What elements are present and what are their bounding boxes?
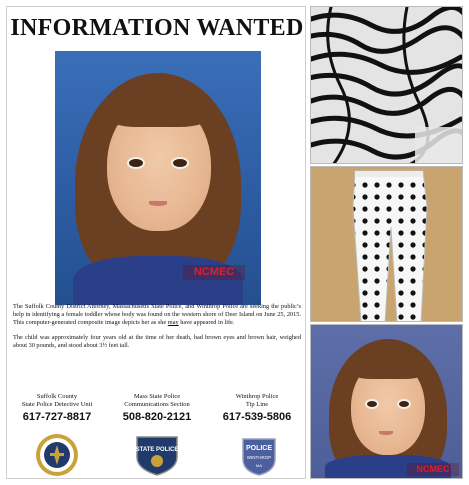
description-paragraph-2: The child was approximately four years old at the time of her death, had brown eyes and brown hair, weighed about 30 pounds, and stood about 3½ feet tall. (13, 333, 301, 349)
phone-number: 617-539-5806 (222, 411, 292, 423)
thumbnail-ncmec-badge: NCMEC (407, 463, 459, 476)
zebra-print-blanket-photo (310, 6, 463, 164)
composite-portrait (55, 51, 261, 305)
portrait-bangs (103, 85, 213, 127)
contact-winthrop: Winthrop Police Tip Line 617-539-5806 (207, 393, 307, 423)
leggings-icon (311, 167, 463, 322)
phone-number: 508-820-2121 (122, 411, 192, 423)
winthrop-seal-subtext: WINTHROP (246, 455, 272, 460)
information-wanted-poster (6, 6, 306, 479)
ncmec-badge: NCMEC (183, 265, 245, 280)
composite-portrait-thumbnail (310, 324, 463, 479)
portrait-mouth (149, 201, 167, 206)
contact-mass-state-police: Mass State Police Communications Section 508-820-2121 (107, 393, 207, 423)
phone-number: 617-727-8817 (22, 411, 92, 423)
winthrop-seal-state: MA (256, 463, 262, 468)
suffolk-da-seal-icon (35, 433, 79, 477)
portrait-shirt (73, 256, 243, 305)
portrait-right-eye (171, 157, 189, 169)
agency-seals (7, 433, 307, 477)
polka-dot-leggings-photo (310, 166, 463, 322)
state-police-shield-icon (133, 433, 181, 477)
thumbnail-left-eye (365, 399, 379, 409)
winthrop-seal-text: POLICE (245, 445, 273, 452)
thumbnail-right-eye (397, 399, 411, 409)
poster-title: INFORMATION WANTED (10, 15, 304, 41)
emphasis-may: may (167, 319, 179, 327)
portrait-left-eye (127, 157, 145, 169)
description-paragraph-1: The Suffolk County District Attorney, Massachusetts State Police, and Winthrop Police are seeking the public’s help in identifying a female toddler whose body was found on the western shore of Deer Island on June 25, 2015. This computer-generated composite image depicts her as she may have appeared in life. (13, 303, 301, 327)
winthrop-police-badge-icon (239, 433, 279, 477)
zebra-pattern-icon (311, 7, 463, 164)
state-police-seal-text: STATE POLICE (135, 447, 179, 453)
thumbnail-bangs (347, 349, 429, 379)
poster-description (13, 303, 301, 356)
contact-suffolk: Suffolk County State Police Detective Unit 617-727-8817 (7, 393, 107, 423)
contact-list (7, 393, 307, 429)
thumbnail-mouth (379, 431, 393, 435)
